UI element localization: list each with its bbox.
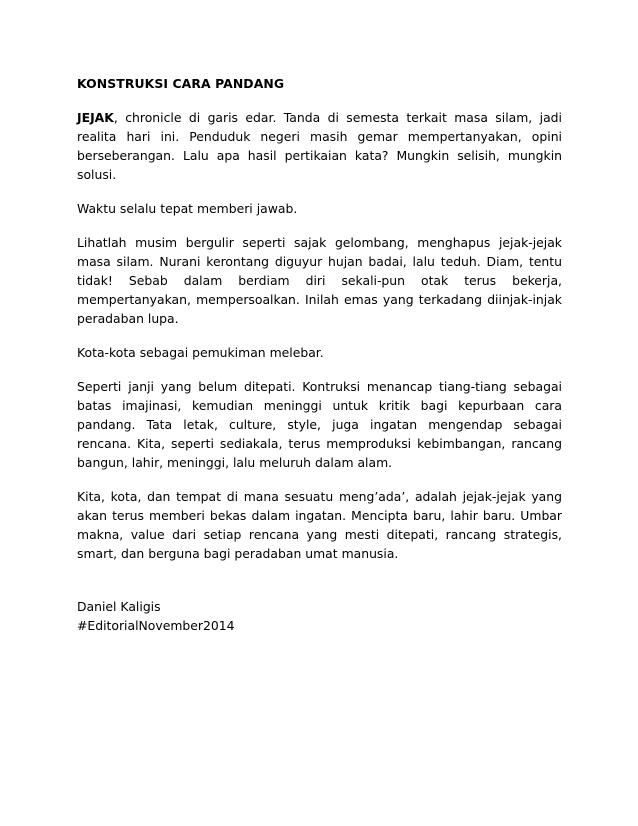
signature-block: [77, 597, 562, 635]
paragraph-1-lead: JEJAK: [77, 110, 114, 125]
paragraph-6: Kita, kota, dan tempat di mana sesuatu meng’ada’, adalah jejak-jejak yang akan terus memberi bekas dalam ingatan. Mencipta baru, lahir baru. Umbar makna, value dari setiap rencana yang mesti ditepati, rancang strategis, smart, dan berguna bagi peradaban umat manusia.: [77, 489, 562, 561]
document-page: [77, 74, 562, 635]
paragraph-5: Seperti janji yang belum ditepati. Kontruksi menancap tiang-tiang sebagai batas imajinasi, kemudian meninggi untuk kritik bagi kepurbaan cara pandang. Tata letak, culture, style, juga ingatan mengendap sebagai rencana. Kita, seperti sediakala, terus memproduksi kebimbangan, rancang bangun, lahir, meninggi, lalu meluruh dalam alam.: [77, 379, 562, 470]
editorial-hashtag: #EditorialNovember2014: [77, 618, 235, 633]
paragraph-2: Waktu selalu tepat memberi jawab.: [77, 201, 298, 216]
paragraph-3: Lihatlah musim bergulir seperti sajak gelombang, menghapus jejak-jejak masa silam. Nurani kerontang diguyur hujan badai, lalu teduh. Diam, tentu tidak! Sebab dalam berdiam diri sekali-pun otak terus bekerja, mempertanyakan, mempersoalkan. Inilah emas yang terkadang diinjak-injak peradaban lupa.: [77, 235, 562, 326]
paragraph-1: [77, 108, 562, 184]
document-title: KONSTRUKSI CARA PANDANG: [77, 76, 285, 91]
author-name: Daniel Kaligis: [77, 599, 161, 614]
paragraph-4: Kota-kota sebagai pemukiman melebar.: [77, 345, 324, 360]
paragraph-1-text: , chronicle di garis edar. Tanda di semesta terkait masa silam, jadi realita hari ini. Penduduk negeri masih gemar mempertanyakan, opini berseberangan. Lalu apa hasil pertikaian kata? Mungkin selisih, mungkin solusi.: [77, 110, 562, 182]
